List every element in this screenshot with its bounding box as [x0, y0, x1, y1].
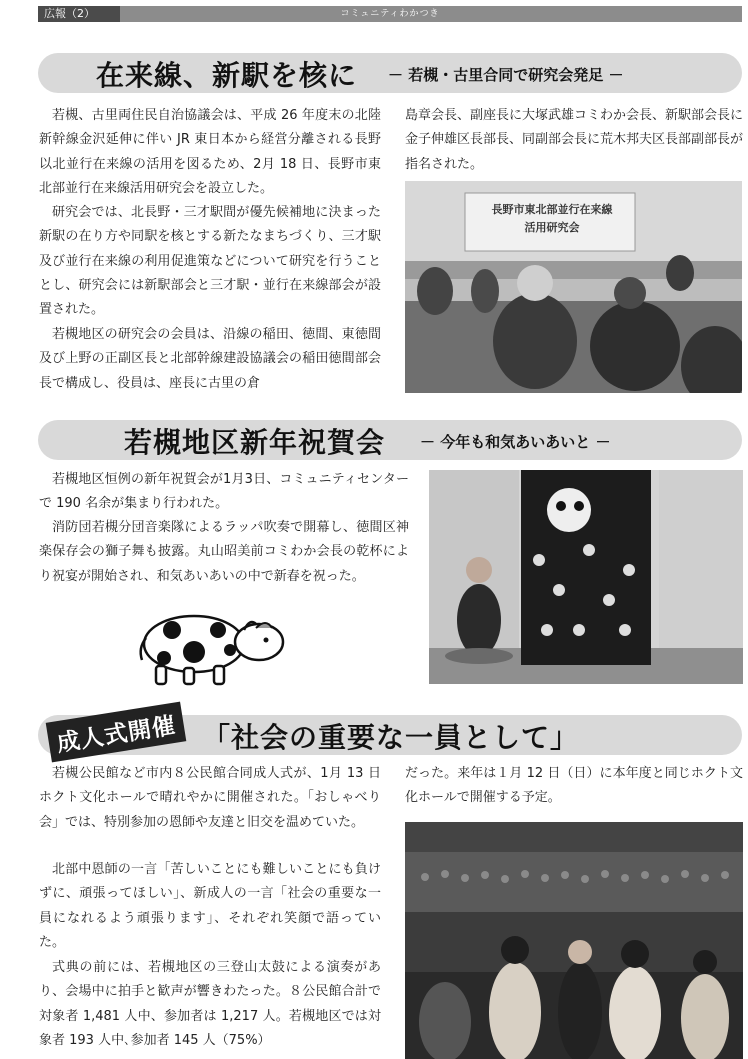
article1-paragraph-4: 島章会長、副座長に大塚武雄コミわか会長、新駅部会長に金子伸雄区長部長、同副部会長に荒木邦夫区長部副部長が指名された。: [405, 108, 744, 172]
newsletter-name: コミュニティわかつき: [340, 9, 440, 19]
shishimai-photo: [429, 470, 743, 684]
article2-paragraph-1: 若槻地区恒例の新年祝賀会が1月3日、コミュニティセンターで 190 名余が集まり行われた。: [39, 472, 409, 512]
shishimai-photo-art: [429, 470, 743, 684]
article3-title: 「社会の重要な一員として」: [202, 721, 580, 754]
article2-paragraph-2: 消防団若槻分団音楽隊によるラッパ吹奏で開幕し、徳間区神楽保存会の獅子舞も披露。丸山昭美前コミわか会長の乾杯により祝宴が開始され、和気あいあいの中で新春を祝った。: [39, 520, 409, 584]
meeting-sign: [477, 201, 627, 237]
meeting-sign-line-2: 活用研究会: [524, 221, 580, 234]
article1-subtitle: － 若槻・古里合同で研究会発足 －: [388, 66, 624, 84]
meeting-sign-line-1: 長野市東北部並行在来線: [491, 203, 613, 216]
section-label: 広報（2）: [38, 6, 120, 22]
article1-paragraph-2: 研究会では、北長野・三才駅間が優先候補地に決まった新駅の在り方や同駅を核とする新たなまちづくり、三才駅及び並行在来線の利用促進策などについて研究を行うこととし、研究会には新駅部会と三才駅・並行在来線部会が設置された。: [39, 205, 381, 318]
article1-paragraph-1: 若槻、古里両住民自治協議会は、平成 26 年度末の北陸新幹線金沢延伸に伴い JR 東日本から経営分離される長野以北並行在来線の活用を図るため、2月 18 日、長野市東北部並行在来線活用研究会を設立した。: [39, 108, 381, 196]
newsletter-header-bar: [38, 6, 742, 22]
article1-paragraph-3: 若槻地区の研究会の会員は、沿線の稲田、徳間、東徳間及び上野の正副区長と北部幹線建設協議会の稲田徳間部会長で構成し、役員は、座長に古里の倉: [39, 327, 381, 391]
ox-illustration-art: [134, 600, 294, 690]
seijinshiki-badge: 成人式開催: [46, 702, 187, 763]
ceremony-photo: [405, 822, 743, 1059]
article2-title: 若槻地区新年祝賀会: [124, 426, 386, 459]
article3-paragraph-1: 若槻公民館など市内８公民館合同成人式が、1月 13 日ホクト文化ホールで晴れやかに開催された。「おしゃべり会」では、特別参加の恩師や友達と旧交を温めていた。: [39, 766, 381, 830]
article3-paragraph-4: だった。来年は１月 12 日（日）に本年度と同じホクト文化ホールで開催する予定。: [405, 766, 743, 806]
meeting-photo: [405, 181, 742, 393]
article2-subtitle: － 今年も和気あいあいと －: [420, 433, 611, 451]
article3-paragraph-2: 北部中恩師の一言「苦しいことにも難しいことにも負けずに、頑張ってほしい」、新成人の一言「社会の重要な一員になれるよう頑張ります」、それぞれ笑顔で語っていた。: [39, 862, 381, 950]
article1-title: 在来線、新駅を核に: [96, 59, 358, 92]
ceremony-photo-art: [405, 822, 743, 1059]
ox-illustration: [134, 600, 294, 690]
article3-paragraph-3: 式典の前には、若槻地区の三登山太鼓による演奏があり、会場中に拍手と歓声が響きわたった。８公民館合計で対象者 1,481 人中、参加者は 1,217 人。若槻地区では対象者 193 人中､参加者 145 人（75%）: [39, 960, 381, 1048]
